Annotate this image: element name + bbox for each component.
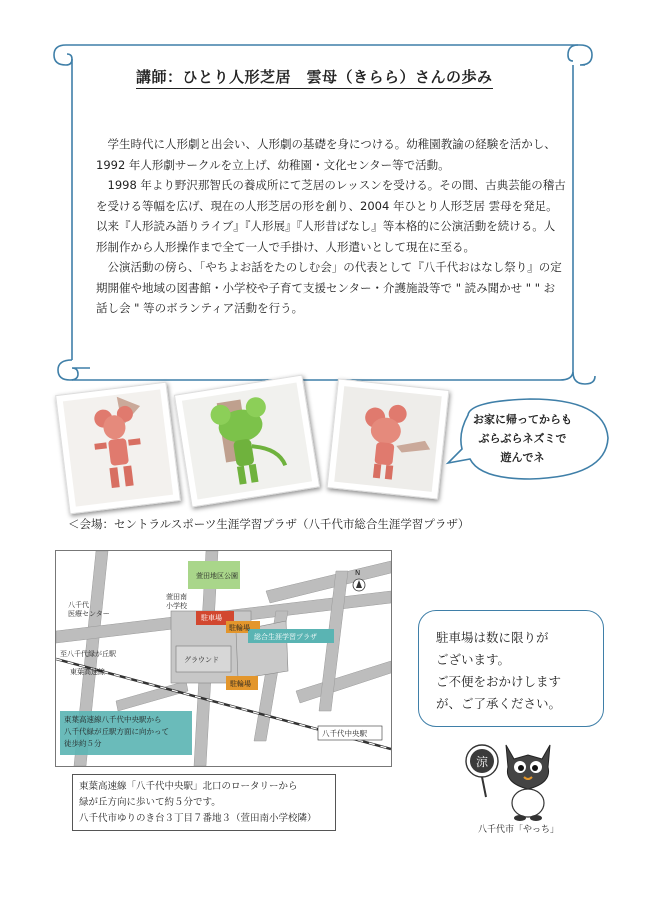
map-station1-label: 至八千代緑が丘駅: [60, 650, 116, 658]
north-arrow-icon: N: [355, 569, 361, 577]
map-school-label: 萱田南 小学校: [166, 593, 187, 610]
map-hospital-label: 八千代 医療センター: [68, 601, 110, 618]
bubble-line-1: お家に帰ってからも: [473, 413, 572, 426]
puppet-photo-green: [174, 375, 320, 508]
map-park-label: 萱田地区公園: [196, 572, 238, 580]
map-parking-label: 駐車場: [201, 614, 222, 622]
bubble-line-3: 遊んでネ: [500, 451, 545, 464]
parking-line-2: ございます。: [436, 652, 511, 667]
mascot-caption: 八千代市「やっち」: [478, 825, 560, 835]
pink-mouse-puppet-icon: [56, 383, 180, 514]
map-plaza-label: 総合生涯学習プラザ: [254, 633, 317, 641]
map-walk-note: 東葉高速線八千代中央駅から 八千代緑が丘駅方面に向かって 徒歩約５分: [64, 715, 169, 748]
access-directions: [72, 774, 336, 831]
bubble-line-2: ぶらぶらネズミで: [478, 432, 567, 445]
mascot-badge: 涼: [475, 755, 489, 769]
access-line-3: 八千代市ゆりのき台３丁目７番地３（萱田南小学校隣）: [79, 813, 317, 824]
map-station2-label: 八千代中央駅: [322, 729, 367, 738]
mascot-yacchi-icon: [462, 735, 562, 823]
biography: [96, 134, 566, 319]
map-bicycle-label-a: 駐輪場: [229, 624, 250, 632]
green-mouse-puppet-icon: [175, 376, 319, 507]
map-ground-label: グラウンド: [184, 656, 219, 664]
parking-line-3: ご不便をおかけします: [436, 674, 562, 689]
parking-line-4: が、ご了承ください。: [436, 696, 562, 711]
access-line-2: 緑が丘方向に歩いて約５分です。: [79, 797, 221, 808]
bubble-text: [455, 410, 590, 467]
venue-label: ＜会場：セントラルスポーツ生涯学習プラザ（八千代市総合生涯学習プラザ）: [68, 517, 470, 531]
parking-line-1: 駐車場は数に限りが: [436, 630, 549, 645]
bio-paragraph-3: 公演活動の傍ら、「やちよお話をたのしむ会」の代表として『八千代おはなし祭り』の定期開催や地域の図書館・小学校や子育て支援センター・介護施設等で " 読み聞かせ " " お話し会 " 等のボランティア活動を行う。: [96, 260, 562, 315]
page-title: 講師：ひとり人形芝居 雲母（きらら）さんの歩み: [136, 66, 493, 89]
bio-paragraph-2: 1998 年より野沢那智氏の養成所にて芝居のレッスンを受ける。その間、古典芸能の稽古を受ける等幅を広げ、現在の人形芝居の形を創り、2004 年ひとり人形芝居 雲母を発足。以来『人形読み語りライブ』『人形展』『人形昔ばなし』等本格的に公演活動を続ける。人形制作から人形操作まで全て一人で手掛け、人形遣いとして現在に至る。: [96, 178, 566, 254]
map-bicycle-label-b: 駐輪場: [230, 680, 251, 688]
map-railway-label: 東葉高速線: [70, 668, 105, 676]
access-map: [55, 550, 392, 767]
puppet-photo-pink: [55, 382, 181, 515]
bio-paragraph-1: 学生時代に人形劇と出会い、人形劇の基礎を身につける。幼稚園教諭の経験を活かし、1992 年人形劇サークルを立上げ、幼稚園・文化センター等で活動。: [96, 137, 556, 172]
access-line-1: 東葉高速線「八千代中央駅」北口のロータリーから: [79, 781, 298, 792]
parking-note: [436, 627, 596, 715]
